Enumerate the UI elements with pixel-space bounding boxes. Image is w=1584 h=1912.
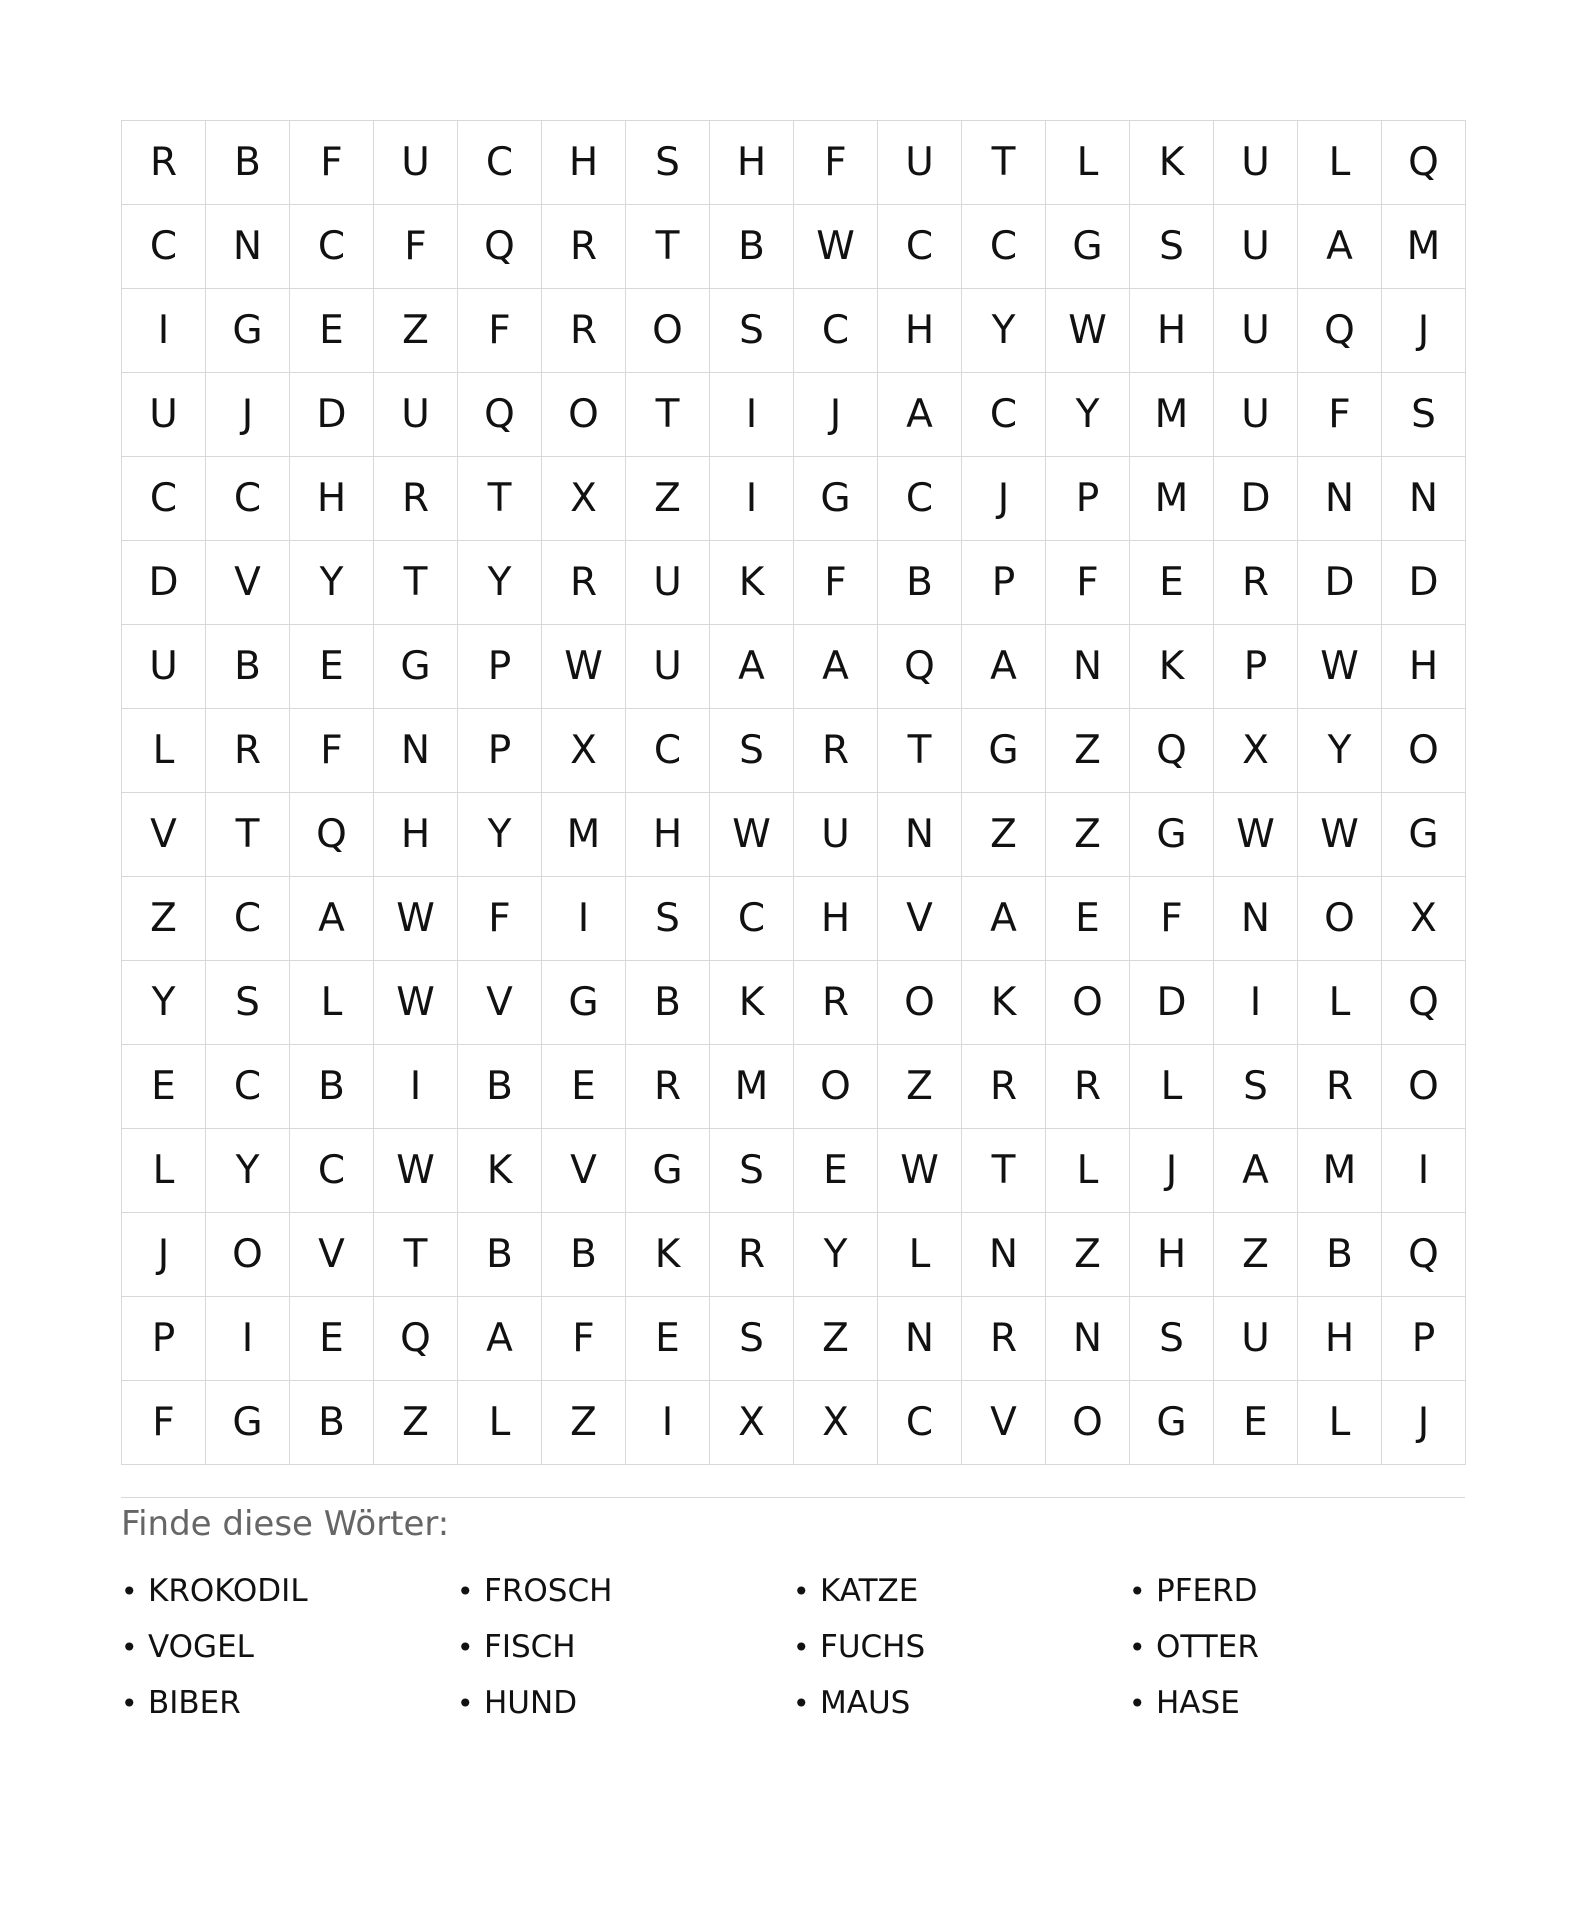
- grid-cell[interactable]: Z: [1214, 1213, 1298, 1297]
- grid-cell[interactable]: R: [542, 205, 626, 289]
- grid-cell[interactable]: B: [542, 1213, 626, 1297]
- grid-cell[interactable]: U: [794, 793, 878, 877]
- grid-cell[interactable]: Q: [1298, 289, 1382, 373]
- word-list-item: [121, 1675, 457, 1731]
- grid-cell[interactable]: V: [458, 961, 542, 1045]
- grid-cell[interactable]: P: [1214, 625, 1298, 709]
- grid-cell[interactable]: N: [1046, 625, 1130, 709]
- grid-cell[interactable]: L: [1046, 121, 1130, 205]
- grid-cell[interactable]: B: [1298, 1213, 1382, 1297]
- grid-cell[interactable]: W: [794, 205, 878, 289]
- grid-cell[interactable]: G: [1046, 205, 1130, 289]
- grid-cell[interactable]: N: [374, 709, 458, 793]
- grid-cell[interactable]: R: [542, 289, 626, 373]
- grid-cell[interactable]: G: [542, 961, 626, 1045]
- grid-cell[interactable]: X: [710, 1381, 794, 1465]
- grid-cell[interactable]: C: [710, 877, 794, 961]
- grid-cell[interactable]: H: [710, 121, 794, 205]
- grid-cell[interactable]: N: [1046, 1297, 1130, 1381]
- grid-cell[interactable]: G: [1382, 793, 1466, 877]
- grid-cell[interactable]: B: [206, 625, 290, 709]
- grid-cell[interactable]: S: [710, 1129, 794, 1213]
- grid-cell[interactable]: T: [626, 205, 710, 289]
- grid-cell[interactable]: J: [122, 1213, 206, 1297]
- grid-cell[interactable]: C: [458, 121, 542, 205]
- grid-cell[interactable]: Z: [794, 1297, 878, 1381]
- grid-cell[interactable]: L: [1046, 1129, 1130, 1213]
- grid-cell[interactable]: Y: [962, 289, 1046, 373]
- grid-cell[interactable]: O: [542, 373, 626, 457]
- grid-cell[interactable]: C: [122, 457, 206, 541]
- grid-cell[interactable]: T: [374, 541, 458, 625]
- grid-cell[interactable]: H: [626, 793, 710, 877]
- grid-cell[interactable]: A: [878, 373, 962, 457]
- grid-cell[interactable]: F: [122, 1381, 206, 1465]
- grid-cell[interactable]: T: [878, 709, 962, 793]
- grid-cell[interactable]: S: [1130, 1297, 1214, 1381]
- grid-cell[interactable]: S: [626, 121, 710, 205]
- grid-cell[interactable]: L: [122, 709, 206, 793]
- grid-cell[interactable]: F: [542, 1297, 626, 1381]
- grid-cell[interactable]: E: [794, 1129, 878, 1213]
- grid-cell[interactable]: P: [1046, 457, 1130, 541]
- grid-cell[interactable]: H: [542, 121, 626, 205]
- grid-cell[interactable]: W: [1214, 793, 1298, 877]
- word-label: FUCHS: [820, 1629, 926, 1665]
- grid-cell[interactable]: R: [626, 1045, 710, 1129]
- grid-cell[interactable]: W: [1046, 289, 1130, 373]
- grid-cell[interactable]: W: [542, 625, 626, 709]
- grid-cell[interactable]: J: [206, 373, 290, 457]
- word-list-item: [793, 1675, 1129, 1731]
- grid-cell[interactable]: J: [794, 373, 878, 457]
- grid-cell[interactable]: S: [206, 961, 290, 1045]
- grid-cell[interactable]: B: [626, 961, 710, 1045]
- grid-cell[interactable]: L: [1298, 1381, 1382, 1465]
- divider: [121, 1497, 1465, 1498]
- grid-cell[interactable]: G: [626, 1129, 710, 1213]
- grid-cell[interactable]: U: [1214, 289, 1298, 373]
- grid-cell[interactable]: C: [290, 205, 374, 289]
- grid-cell[interactable]: D: [1214, 457, 1298, 541]
- grid-cell[interactable]: C: [962, 205, 1046, 289]
- word-list-item: [1129, 1675, 1465, 1731]
- bullet-icon: •: [121, 1574, 138, 1608]
- grid-cell[interactable]: I: [122, 289, 206, 373]
- word-label: KATZE: [820, 1573, 919, 1609]
- grid-cell[interactable]: N: [206, 205, 290, 289]
- grid-cell[interactable]: B: [290, 1045, 374, 1129]
- grid-cell[interactable]: U: [122, 373, 206, 457]
- grid-cell[interactable]: M: [1382, 205, 1466, 289]
- grid-cell[interactable]: Y: [1046, 373, 1130, 457]
- grid-cell[interactable]: N: [1214, 877, 1298, 961]
- grid-cell[interactable]: M: [710, 1045, 794, 1129]
- grid-cell[interactable]: B: [458, 1045, 542, 1129]
- grid-cell[interactable]: Q: [290, 793, 374, 877]
- grid-cell[interactable]: F: [794, 121, 878, 205]
- word-label: FISCH: [484, 1629, 576, 1665]
- grid-cell[interactable]: Q: [1130, 709, 1214, 793]
- grid-cell[interactable]: O: [878, 961, 962, 1045]
- bullet-icon: •: [793, 1686, 810, 1720]
- grid-cell[interactable]: Z: [374, 289, 458, 373]
- grid-cell[interactable]: E: [1130, 541, 1214, 625]
- grid-cell[interactable]: C: [878, 205, 962, 289]
- grid-cell[interactable]: Z: [122, 877, 206, 961]
- grid-cell[interactable]: E: [626, 1297, 710, 1381]
- grid-cell[interactable]: W: [710, 793, 794, 877]
- grid-cell[interactable]: C: [206, 457, 290, 541]
- grid-cell[interactable]: I: [710, 373, 794, 457]
- word-label: FROSCH: [484, 1573, 613, 1609]
- grid-cell[interactable]: Z: [626, 457, 710, 541]
- grid-cell[interactable]: B: [710, 205, 794, 289]
- word-list-item: [457, 1619, 793, 1675]
- grid-cell[interactable]: H: [374, 793, 458, 877]
- grid-cell[interactable]: Q: [1382, 121, 1466, 205]
- word-label: HASE: [1156, 1685, 1240, 1721]
- grid-cell[interactable]: I: [626, 1381, 710, 1465]
- grid-cell[interactable]: J: [1130, 1129, 1214, 1213]
- grid-cell[interactable]: R: [794, 961, 878, 1045]
- grid-cell[interactable]: P: [962, 541, 1046, 625]
- grid-cell[interactable]: M: [1130, 373, 1214, 457]
- grid-cell[interactable]: K: [458, 1129, 542, 1213]
- grid-cell[interactable]: O: [1382, 1045, 1466, 1129]
- grid-cell[interactable]: C: [290, 1129, 374, 1213]
- grid-cell[interactable]: Z: [374, 1381, 458, 1465]
- grid-cell[interactable]: A: [962, 625, 1046, 709]
- grid-cell[interactable]: N: [1298, 457, 1382, 541]
- grid-cell[interactable]: Z: [542, 1381, 626, 1465]
- grid-cell[interactable]: L: [878, 1213, 962, 1297]
- grid-cell[interactable]: X: [542, 709, 626, 793]
- grid-cell[interactable]: R: [962, 1045, 1046, 1129]
- grid-cell[interactable]: O: [626, 289, 710, 373]
- word-list-item: [457, 1675, 793, 1731]
- grid-cell[interactable]: G: [1130, 793, 1214, 877]
- grid-cell[interactable]: B: [878, 541, 962, 625]
- grid-cell[interactable]: Y: [122, 961, 206, 1045]
- bullet-icon: •: [1129, 1686, 1146, 1720]
- grid-cell[interactable]: S: [1214, 1045, 1298, 1129]
- grid-cell[interactable]: L: [1130, 1045, 1214, 1129]
- grid-cell[interactable]: J: [1382, 289, 1466, 373]
- grid-cell[interactable]: I: [710, 457, 794, 541]
- grid-cell[interactable]: I: [1214, 961, 1298, 1045]
- word-list-item: [121, 1563, 457, 1619]
- grid-cell[interactable]: O: [1046, 1381, 1130, 1465]
- grid-cell[interactable]: K: [710, 961, 794, 1045]
- grid-cell[interactable]: E: [1214, 1381, 1298, 1465]
- grid-cell[interactable]: X: [794, 1381, 878, 1465]
- grid-cell[interactable]: H: [1298, 1297, 1382, 1381]
- grid-cell[interactable]: C: [206, 877, 290, 961]
- grid-cell[interactable]: X: [1214, 709, 1298, 793]
- grid-cell[interactable]: F: [458, 289, 542, 373]
- grid-cell[interactable]: Z: [878, 1045, 962, 1129]
- grid-cell[interactable]: N: [878, 793, 962, 877]
- grid-cell[interactable]: R: [794, 709, 878, 793]
- word-list-item: [1129, 1563, 1465, 1619]
- word-list-heading: Finde diese Wörter:: [121, 1504, 450, 1544]
- grid-cell[interactable]: I: [374, 1045, 458, 1129]
- grid-cell[interactable]: P: [458, 625, 542, 709]
- grid-cell[interactable]: K: [962, 961, 1046, 1045]
- grid-cell[interactable]: O: [794, 1045, 878, 1129]
- grid-cell[interactable]: F: [1046, 541, 1130, 625]
- grid-cell[interactable]: O: [1382, 709, 1466, 793]
- grid-cell[interactable]: L: [290, 961, 374, 1045]
- grid-cell[interactable]: Y: [290, 541, 374, 625]
- grid-cell[interactable]: W: [374, 961, 458, 1045]
- grid-cell[interactable]: C: [962, 373, 1046, 457]
- grid-cell[interactable]: V: [206, 541, 290, 625]
- grid-cell[interactable]: U: [878, 121, 962, 205]
- grid-cell[interactable]: T: [374, 1213, 458, 1297]
- grid-cell[interactable]: R: [206, 709, 290, 793]
- grid-cell[interactable]: R: [374, 457, 458, 541]
- grid-cell[interactable]: D: [1130, 961, 1214, 1045]
- word-list-item: [793, 1619, 1129, 1675]
- grid-cell[interactable]: A: [1214, 1129, 1298, 1213]
- grid-cell[interactable]: F: [458, 877, 542, 961]
- bullet-icon: •: [793, 1574, 810, 1608]
- grid-cell[interactable]: W: [1298, 625, 1382, 709]
- grid-cell[interactable]: G: [206, 289, 290, 373]
- grid-cell[interactable]: F: [290, 121, 374, 205]
- grid-cell[interactable]: I: [206, 1297, 290, 1381]
- grid-cell[interactable]: S: [710, 709, 794, 793]
- grid-cell[interactable]: H: [794, 877, 878, 961]
- bullet-icon: •: [457, 1686, 474, 1720]
- grid-cell[interactable]: R: [122, 121, 206, 205]
- grid-cell[interactable]: R: [1214, 541, 1298, 625]
- bullet-icon: •: [121, 1686, 138, 1720]
- grid-cell[interactable]: A: [1298, 205, 1382, 289]
- grid-cell[interactable]: E: [542, 1045, 626, 1129]
- grid-cell[interactable]: E: [290, 289, 374, 373]
- grid-cell[interactable]: U: [1214, 373, 1298, 457]
- grid-cell[interactable]: J: [962, 457, 1046, 541]
- grid-cell[interactable]: U: [1214, 205, 1298, 289]
- grid-cell[interactable]: F: [1130, 877, 1214, 961]
- grid-cell[interactable]: Q: [1382, 961, 1466, 1045]
- bullet-icon: •: [1129, 1574, 1146, 1608]
- grid-cell[interactable]: R: [1298, 1045, 1382, 1129]
- grid-cell[interactable]: Z: [1046, 709, 1130, 793]
- grid-cell[interactable]: V: [290, 1213, 374, 1297]
- grid-cell[interactable]: H: [878, 289, 962, 373]
- grid-cell[interactable]: N: [878, 1297, 962, 1381]
- grid-cell[interactable]: U: [1214, 121, 1298, 205]
- grid-cell[interactable]: D: [122, 541, 206, 625]
- grid-cell[interactable]: A: [794, 625, 878, 709]
- grid-cell[interactable]: I: [1382, 1129, 1466, 1213]
- grid-cell[interactable]: P: [458, 709, 542, 793]
- grid-cell[interactable]: R: [962, 1297, 1046, 1381]
- grid-cell[interactable]: G: [206, 1381, 290, 1465]
- grid-cell[interactable]: T: [206, 793, 290, 877]
- grid-cell[interactable]: S: [1382, 373, 1466, 457]
- grid-cell[interactable]: C: [878, 1381, 962, 1465]
- grid-cell[interactable]: U: [626, 541, 710, 625]
- grid-cell[interactable]: U: [626, 625, 710, 709]
- grid-cell[interactable]: I: [542, 877, 626, 961]
- grid-cell[interactable]: K: [1130, 625, 1214, 709]
- grid-cell[interactable]: A: [962, 877, 1046, 961]
- grid-cell[interactable]: C: [794, 289, 878, 373]
- word-label: BIBER: [148, 1685, 241, 1721]
- grid-cell[interactable]: F: [1298, 373, 1382, 457]
- grid-cell[interactable]: H: [1382, 625, 1466, 709]
- grid-cell[interactable]: Y: [206, 1129, 290, 1213]
- grid-cell[interactable]: Z: [962, 793, 1046, 877]
- grid-cell[interactable]: C: [122, 205, 206, 289]
- grid-cell[interactable]: M: [542, 793, 626, 877]
- grid-cell[interactable]: G: [374, 625, 458, 709]
- grid-cell[interactable]: E: [290, 625, 374, 709]
- grid-cell[interactable]: F: [794, 541, 878, 625]
- grid-cell[interactable]: U: [1214, 1297, 1298, 1381]
- grid-cell[interactable]: S: [1130, 205, 1214, 289]
- grid-cell[interactable]: L: [1298, 121, 1382, 205]
- word-list-item: [793, 1563, 1129, 1619]
- grid-cell[interactable]: R: [1046, 1045, 1130, 1129]
- grid-cell[interactable]: G: [1130, 1381, 1214, 1465]
- grid-cell[interactable]: L: [1298, 961, 1382, 1045]
- word-label: MAUS: [820, 1685, 911, 1721]
- grid-cell[interactable]: E: [122, 1045, 206, 1129]
- grid-cell[interactable]: K: [1130, 121, 1214, 205]
- grid-cell[interactable]: K: [626, 1213, 710, 1297]
- grid-cell[interactable]: H: [1130, 1213, 1214, 1297]
- grid-cell[interactable]: X: [1382, 877, 1466, 961]
- grid-cell[interactable]: W: [374, 1129, 458, 1213]
- word-label: VOGEL: [148, 1629, 254, 1665]
- grid-cell[interactable]: B: [458, 1213, 542, 1297]
- grid-cell[interactable]: N: [1382, 457, 1466, 541]
- grid-cell[interactable]: T: [458, 457, 542, 541]
- grid-cell[interactable]: V: [878, 877, 962, 961]
- grid-cell[interactable]: W: [878, 1129, 962, 1213]
- grid-cell[interactable]: A: [458, 1297, 542, 1381]
- grid-cell[interactable]: L: [458, 1381, 542, 1465]
- grid-cell[interactable]: V: [122, 793, 206, 877]
- grid-cell[interactable]: Q: [374, 1297, 458, 1381]
- word-list-item: [121, 1619, 457, 1675]
- grid-cell[interactable]: O: [206, 1213, 290, 1297]
- grid-cell[interactable]: V: [962, 1381, 1046, 1465]
- grid-cell[interactable]: B: [206, 121, 290, 205]
- grid-cell[interactable]: R: [710, 1213, 794, 1297]
- grid-cell[interactable]: G: [962, 709, 1046, 793]
- bullet-icon: •: [793, 1630, 810, 1664]
- grid-cell[interactable]: Q: [458, 373, 542, 457]
- grid-cell[interactable]: K: [710, 541, 794, 625]
- grid-cell[interactable]: F: [374, 205, 458, 289]
- grid-cell[interactable]: H: [1130, 289, 1214, 373]
- word-label: KROKODIL: [148, 1573, 308, 1609]
- grid-cell[interactable]: Q: [458, 205, 542, 289]
- grid-cell[interactable]: S: [710, 1297, 794, 1381]
- grid-cell[interactable]: X: [542, 457, 626, 541]
- grid-cell[interactable]: P: [122, 1297, 206, 1381]
- grid-cell[interactable]: M: [1130, 457, 1214, 541]
- grid-cell[interactable]: U: [374, 121, 458, 205]
- grid-cell[interactable]: Z: [1046, 1213, 1130, 1297]
- grid-cell[interactable]: Y: [794, 1213, 878, 1297]
- grid-cell[interactable]: T: [962, 121, 1046, 205]
- word-list: [121, 1563, 1465, 1731]
- letter-grid: [121, 120, 1466, 1465]
- grid-cell[interactable]: M: [1298, 1129, 1382, 1213]
- grid-cell[interactable]: H: [290, 457, 374, 541]
- grid-cell[interactable]: Y: [458, 793, 542, 877]
- grid-cell[interactable]: D: [1382, 541, 1466, 625]
- bullet-icon: •: [121, 1630, 138, 1664]
- grid-cell[interactable]: O: [1046, 961, 1130, 1045]
- grid-cell[interactable]: E: [290, 1297, 374, 1381]
- grid-cell[interactable]: C: [626, 709, 710, 793]
- grid-cell[interactable]: C: [206, 1045, 290, 1129]
- grid-cell[interactable]: A: [710, 625, 794, 709]
- grid-cell[interactable]: Y: [1298, 709, 1382, 793]
- grid-cell[interactable]: T: [626, 373, 710, 457]
- grid-cell[interactable]: U: [122, 625, 206, 709]
- grid-cell[interactable]: U: [374, 373, 458, 457]
- grid-cell[interactable]: Z: [1046, 793, 1130, 877]
- grid-cell[interactable]: B: [290, 1381, 374, 1465]
- grid-cell[interactable]: W: [374, 877, 458, 961]
- word-list-item: [457, 1563, 793, 1619]
- bullet-icon: •: [457, 1574, 474, 1608]
- grid-cell[interactable]: V: [542, 1129, 626, 1213]
- grid-cell[interactable]: G: [794, 457, 878, 541]
- grid-cell[interactable]: L: [122, 1129, 206, 1213]
- grid-cell[interactable]: T: [962, 1129, 1046, 1213]
- word-label: HUND: [484, 1685, 578, 1721]
- grid-cell[interactable]: D: [1298, 541, 1382, 625]
- word-label: OTTER: [1156, 1629, 1259, 1665]
- grid-cell[interactable]: C: [878, 457, 962, 541]
- grid-cell[interactable]: J: [1382, 1381, 1466, 1465]
- grid-cell[interactable]: O: [1298, 877, 1382, 961]
- grid-cell[interactable]: S: [710, 289, 794, 373]
- grid-cell[interactable]: Q: [878, 625, 962, 709]
- bullet-icon: •: [457, 1630, 474, 1664]
- grid-cell[interactable]: R: [542, 541, 626, 625]
- grid-cell[interactable]: S: [626, 877, 710, 961]
- grid-cell[interactable]: D: [290, 373, 374, 457]
- grid-cell[interactable]: A: [290, 877, 374, 961]
- grid-cell[interactable]: E: [1046, 877, 1130, 961]
- bullet-icon: •: [1129, 1630, 1146, 1664]
- grid-cell[interactable]: Q: [1382, 1213, 1466, 1297]
- word-list-item: [1129, 1619, 1465, 1675]
- grid-cell[interactable]: N: [962, 1213, 1046, 1297]
- grid-cell[interactable]: W: [1298, 793, 1382, 877]
- word-label: PFERD: [1156, 1573, 1258, 1609]
- grid-cell[interactable]: Y: [458, 541, 542, 625]
- grid-cell[interactable]: P: [1382, 1297, 1466, 1381]
- grid-cell[interactable]: F: [290, 709, 374, 793]
